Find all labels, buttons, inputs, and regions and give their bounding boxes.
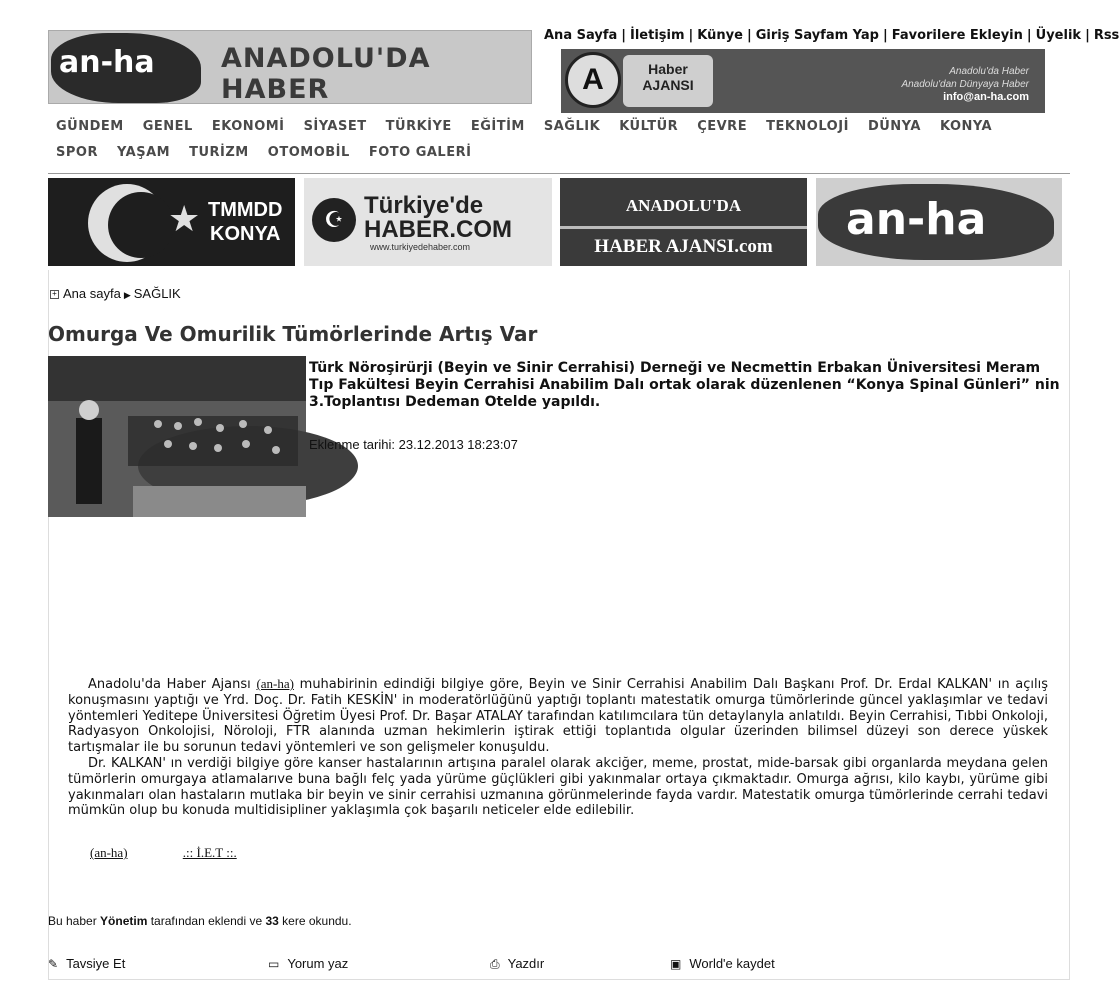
agency-slogan-line1: Anadolu'da Haber [949,66,1029,77]
agency-slogan-line2: Anadolu'dan Dünyaya Haber [901,79,1029,90]
anha-logo-text: an-ha [846,194,987,245]
read-info-middle: tarafından eklendi ve [147,914,266,928]
partner-banner-tmmdd[interactable] [48,178,295,266]
body-p1-after: muhabirinin edindiği bilgiye göre, Beyin ve Sinir Cerrahisi Anabilim Dalı Başkanı Prof. Dr. Erdal KALKAN' ın açılış konuşmasını yaptığı ve Yrd. Doç. Dr. Fatih KESKİN' in moderatörlüğünü yaptığı toplantı matestatik omurga tümörlerinde güncel yaklaşımlar ve tedavi yöntemleri Yeditepe Üniversitesi Öğretim Üyesi Prof. Dr. Başar ATALAY tarafından katılımcılara tün detaylanyla anlatıldı. Beyin Cerrahisi, Tıbbi Onkoloji, Radyasyon Onkolojisi, Nöroloji, FTR alanında uzman hekimlerin iştirak ettiği toplantıda olgular üzerinden bilimsel düzeyi son derece yüskek tartışmalar ile bu sorunun tedavi yöntemleri ve son gelişmeler konuşuldu. [68,677,1048,756]
print-label: Yazdır [507,956,545,971]
link-home[interactable]: Ana Sayfa [544,28,618,43]
read-info-suffix: kere okundu. [278,914,352,928]
article-lead: Türk Nöroşirürji (Beyin ve Sinir Cerrahisi) Derneği ve Necmettin Erbakan Üniversitesi Meram Tıp Fakültesi Beyin Cerrahisi Anabilim Dalı ortak olarak düzenlenen “Konya Spinal Günleri” nin 3.Toplantısı Dedeman Otelde yapıldı. [309,360,1060,410]
anadolu-divider [560,226,807,229]
site-title: ANADOLU'DA HABER [221,43,431,105]
logo-text: an-ha [59,45,155,80]
link-imprint[interactable]: Künye [697,28,743,43]
nav-spor[interactable]: SPOR [56,145,98,160]
link-membership[interactable]: Üyelik [1035,28,1082,43]
body-p1-before: Anadolu'da Haber Ajansı [88,677,257,692]
partner-banner-turkiyede-haber[interactable] [304,178,552,266]
body-paragraph-1 [68,676,1048,756]
link-contact[interactable]: İletişim [630,28,685,43]
article-body [68,676,1048,819]
read-info-prefix: Bu haber [48,914,101,928]
recommend-button[interactable] [48,956,125,971]
print-button[interactable] [490,956,544,972]
word-doc-icon: ▣ [670,957,682,971]
site-logo-banner[interactable] [48,30,532,104]
nav-kultur[interactable]: KÜLTÜR [619,119,679,134]
read-info-author: Yönetim [100,914,148,928]
agency-email: info@an-ha.com [943,91,1029,103]
breadcrumb [50,286,181,301]
arrow-right-icon: ▶ [123,290,131,300]
nav-dunya[interactable]: DÜNYA [867,119,921,134]
agency-slogan [901,65,1029,104]
printer-icon: ⎙ [490,957,500,971]
nav-teknoloji[interactable]: TEKNOLOJİ [766,119,849,134]
agency-banner[interactable] [561,49,1045,113]
agency-emblem-icon: A [565,52,621,108]
agency-name-line2: AJANSI [642,77,694,93]
body-paragraph-2: Dr. KALKAN' ın verdiği bilgiye göre kanser hastalarının artışına paralel olarak akciğer, meme, prostat, mide-barsak gibi organlarda meydana gelen tümörlerin omurgaya atlamalarıve buna bağlı felç yada yürüme güçlükleri gibi yakınmalar ortaya çıkmaktadır. Omurga ağrısı, kilo kaybı, yürüme gibi yakınmaları olan hastaların mutlaka bir beyin ve sinir cerrahisi uzmanına görünmelerinde fayda vardır. Matestatik omurga tümörlerinde cerrahi tedavi mümkün olup bu konuda multidisipliner yaklaşımla çok başarılı neticeler elde edilebilir. [68,755,1048,819]
nav-divider [48,173,1070,174]
save-word-button[interactable] [670,956,775,971]
source-link-anha[interactable]: (an-ha) [90,845,128,860]
link-add-favorites[interactable]: Favorilere Ekleyin [891,28,1023,43]
partner-banner-anha[interactable] [816,178,1062,266]
main-nav [56,118,1066,170]
crescent-cut [108,192,174,258]
read-info [48,914,352,928]
turkiyede-line1: Türkiye'de [364,192,484,219]
nav-gundem[interactable]: GÜNDEM [56,119,124,134]
nav-saglik[interactable]: SAĞLIK [543,119,601,134]
tmmdd-line2: KONYA [210,223,281,245]
source-links [90,845,237,861]
link-set-homepage[interactable]: Giriş Sayfam Yap [755,28,879,43]
breadcrumb-section[interactable]: SAĞLIK [133,286,181,301]
comment-label: Yorum yaz [287,956,349,971]
source-link-iet[interactable]: .:: İ.E.T ::. [182,845,237,860]
nav-otomobil[interactable]: OTOMOBİL [267,145,350,160]
recommend-icon: ✎ [48,957,59,971]
book-icon: ▭ [268,957,280,971]
agency-name [623,55,713,107]
nav-cevre[interactable]: ÇEVRE [697,119,748,134]
tmmdd-line1: TMMDD [208,199,283,221]
partner-banner-anadolu-haber-ajansi[interactable] [560,178,807,266]
comment-button[interactable] [268,956,348,971]
anadolu-line2: HABER AJANSI.com [594,236,773,257]
read-info-count: 33 [265,914,279,928]
anadolu-line1: ANADOLU'DA [625,196,742,215]
nav-turizm[interactable]: TURİZM [189,145,249,160]
link-rss[interactable]: Rss [1093,28,1119,43]
plus-icon: + [50,290,59,299]
article-photo [48,356,306,517]
save-word-label: World'e kaydet [689,956,775,971]
top-links: Ana Sayfa | İletişim | Künye | Giriş Sayfam Yap | Favorilere Ekleyin | Üyelik | Rss [544,28,1119,43]
star-icon: ★ [168,198,201,239]
article-title: Omurga Ve Omurilik Tümörlerinde Artış Var [48,322,538,346]
nav-foto-galeri[interactable]: FOTO GALERİ [368,145,472,160]
crescent-star-icon: ☪ [312,198,356,242]
nav-turkiye[interactable]: TÜRKİYE [385,119,452,134]
nav-yasam[interactable]: YAŞAM [116,145,171,160]
turkiyede-line2: HABER.COM [364,216,512,243]
nav-genel[interactable]: GENEL [142,119,193,134]
nav-konya[interactable]: KONYA [939,119,993,134]
date-label: Eklenme tarihi: [309,437,395,452]
turkiyede-url: www.turkiyedehaber.com [370,242,471,252]
date-value: 23.12.2013 18:23:07 [398,437,518,452]
tmmdd-label [208,198,282,246]
agency-name-line1: Haber [648,61,688,77]
recommend-label: Tavsiye Et [66,956,126,971]
conference-photo [48,356,306,517]
nav-siyaset[interactable]: SİYASET [303,119,367,134]
date-line [309,437,518,452]
nav-egitim[interactable]: EĞİTİM [470,119,525,134]
anha-inline-link[interactable]: (an-ha) [256,676,294,691]
breadcrumb-home[interactable]: Ana sayfa [63,286,121,301]
nav-ekonomi[interactable]: EKONOMİ [211,119,285,134]
